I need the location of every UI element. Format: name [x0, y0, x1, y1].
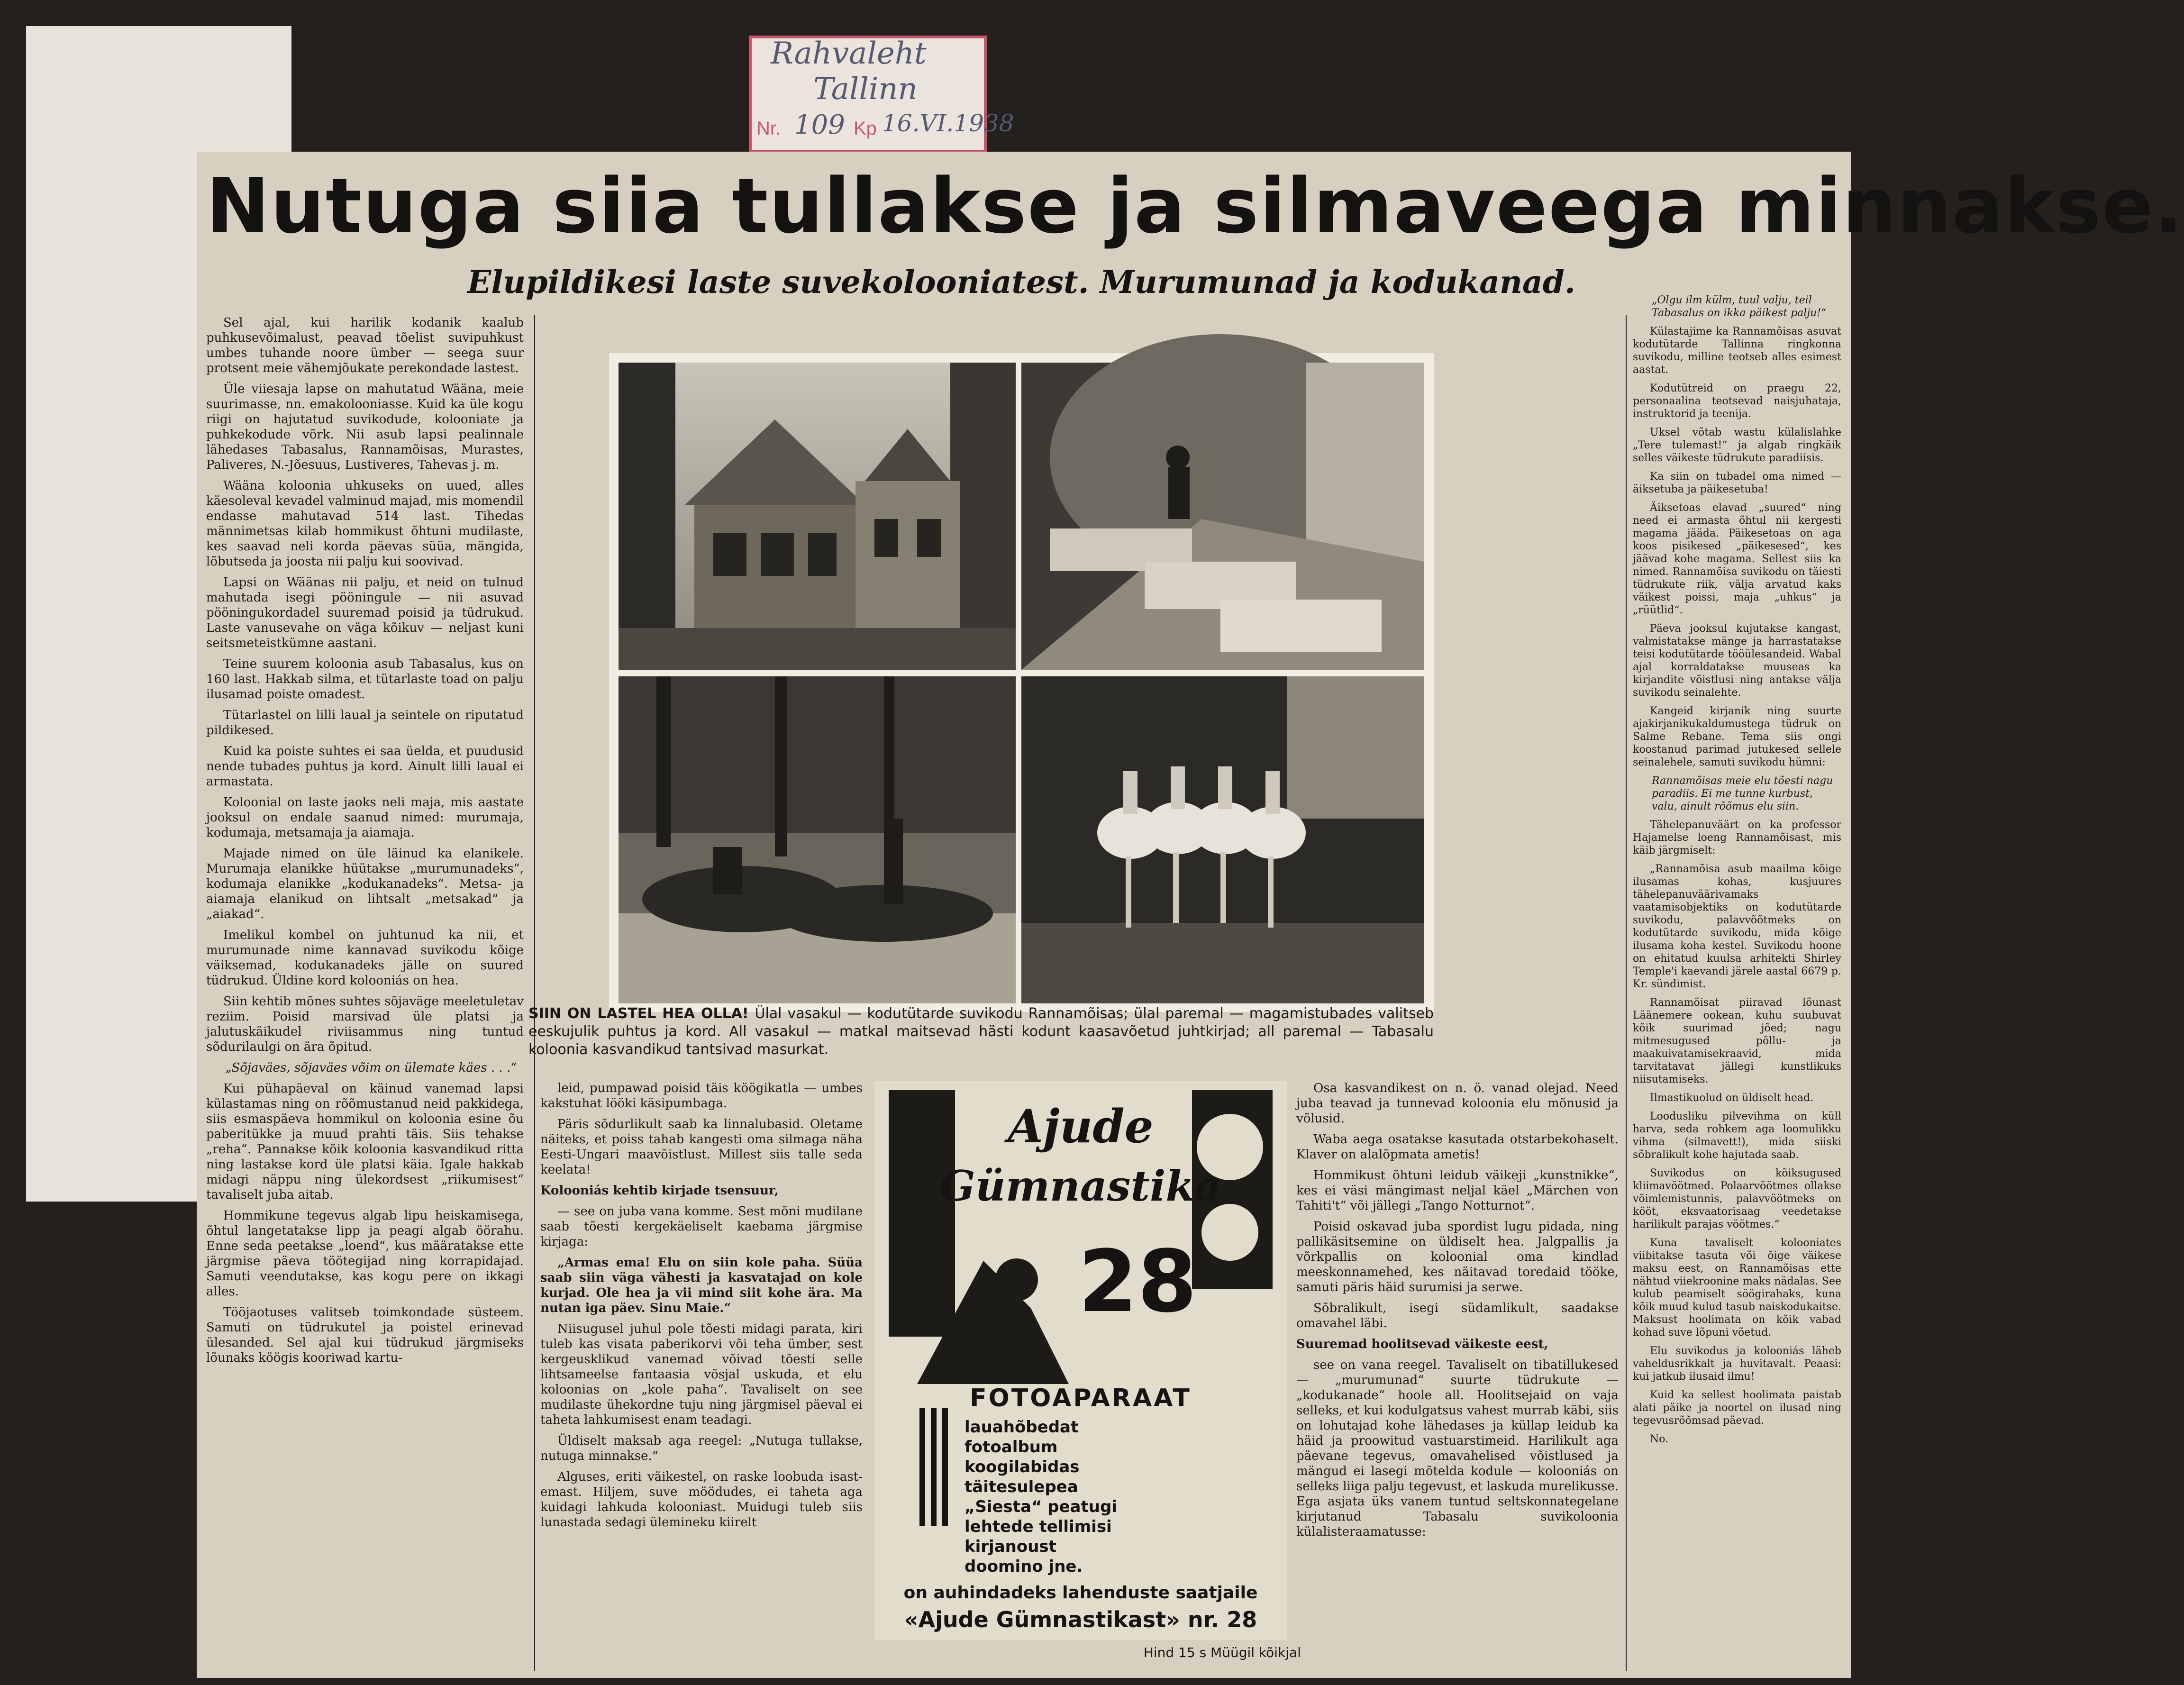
article-paragraph: — see on juba vana komme. Sest mõni mudilane saab tõesti kergekäeliselt kaebama järgmise kirjaga: [540, 1204, 863, 1249]
column-rule [534, 315, 535, 1671]
caption-text: Ülal vasakul — kodutütarde suvikodu Rannamõisas; ülal paremal — magamistubades valitseb eeskujulik puhtus ja kord. All vasakul — matkal maitsevad hästi kodunt kaasavõetud juhtkirjad; all paremal — Tabasalu koloonia kasvandikud tantsivad masurkat. [528, 1005, 1434, 1058]
ad-price: Hind 15 s Müügil kõikjal [1143, 1645, 1301, 1660]
article-paragraph: Päris sõdurlikult saab ka linnalubasid. Oletame näiteks, et poiss tahab kangesti oma silmaga näha Eesti-Ungari maavõistlust. Millest siis talle seda keelata! [540, 1117, 863, 1177]
article-paragraph: „Rannamõisa asub maailma kõige ilusamas kohas, kusjuures tähelepanuväärivamaks vaatamisobjektiks on kodutütarde suvikodu, palavvõõtmeks on kodutütarde suvikodu, mida kõige ilusama koha kestel. Suvikodu hoone on ehitatud kuulsa arhitekti Shirley Temple'i kaevandi järele aastal 6679 p. Kr. sündimist. [1633, 863, 1841, 990]
article-paragraph: Kangeid kirjanik ning suurte ajakirjanikukaldumustega tüdruk on Salme Rebane. Tema siis ongi koostanud parimad jutukesed sellele seinalehele, samuti suvikodu hümni: [1633, 705, 1841, 768]
ad-prize-title: FOTOAPARAAT [970, 1384, 1192, 1412]
article-paragraph: Tööjaotuses valitseb toimkondade süsteem. Samuti on tüdrukutel ja poistel erinevad ülesanded. Sel ajal kui tüdrukud järgmiseks lõunaks köögis kooriwad kartu- [206, 1305, 524, 1365]
ad-issue-number: 28 [1078, 1232, 1197, 1331]
article-paragraph: Poisid oskavad juba spordist lugu pidada, ning pallikäsitsemine on üldiselt hea. Jalgpallis ja võrkpallis on koloonial oma kindlad meeskonnamehed, kes näitavad toredaid tööke, samuti päris häid surumisi ja serwe. [1296, 1220, 1619, 1294]
ad-footer-line2: «Ajude Gümnastikast» nr. 28 [904, 1607, 1257, 1632]
article-paragraph: No. [1650, 1433, 1669, 1445]
ad-prize-item: fotoalbum [965, 1438, 1058, 1457]
article-paragraph: Üldiselt maksab aga reegel: „Nutuga tullakse, nutuga minnakse.“ [540, 1434, 863, 1463]
photo-dancing-girls [1021, 676, 1424, 1003]
ad-prize-item: kirjanoust [965, 1537, 1056, 1556]
ad-footer-line1: on auhindadeks lahenduste saatjaile [903, 1583, 1258, 1603]
article-column-2 [540, 1081, 863, 1668]
article-paragraph: Rannamõisat piiravad lõunast Läänemere ookean, kuhu suubuvat kõik suurimad jõed; nagu mitmesugused põllu- ja maakuivatamisekraavid, mida tarvitatavat jällegi kunstlikuks niisutamiseks. [1633, 997, 1841, 1085]
article-paragraph: Äiksetoas elavad „suured“ ning need ei armasta õhtul nii kergesti magama jääda. Päikesetoas on aga koos pisikesed „päikesesed“, kes jäävad kohe magama. Sellest siis ka nimed. Rannamõisa suvikodu on täiesti tüdrukute riik, välja arvatud kaks väikest poissi, maja „uhkus“ ja „rüütlid“. [1633, 502, 1841, 616]
ad-title-line2: Gümnastika [939, 1161, 1222, 1211]
stamp-line1: Rahvaleht [771, 36, 927, 71]
article-paragraph: Imelikul kombel on juhtunud ka nii, et murumunade nime kannavad suvikodu kõige väiksemad, kodukanadeks jälle on suured tüdrukud. Üldine kord kolooniás on hea. [206, 928, 524, 988]
subheadline: Elupildikesi laste suvekolooniatest. Murumunad ja kodukanad. [467, 264, 1575, 301]
ad-prize-item: koogilabidas [965, 1457, 1080, 1476]
stamp-kp-label: Kp [854, 118, 877, 139]
stamp-nr-label: Nr. [756, 118, 781, 139]
article-paragraph: see on vana reegel. Tavaliselt on tibatillukesed — „murumunad“ suurte tüdrukute — „kodukanade“ hoole all. Hoolitsejaid on vaja selleks, et kui kodulgatsus vahest murrab käbi, siis on lohutajad kohe lähedases ja küllap leidub ka häid ja proowitud vastuarstimeid. Harilikult aga päevane tegevus, omavahelised võistlused ja mängud ei lasegi mõtelda kodule — kolooniás on selleks liiga palju tegevust, et laskuda murelikusse. Ega asjata üks vanem tuntud seltskonnategelane kirjutanud Tabasalu suvikoloonia külalisteraamatusse: [1296, 1358, 1619, 1539]
article-paragraph: Ka siin on tubadel oma nimed — äiksetuba ja päikesetuba! [1633, 471, 1841, 495]
article-paragraph: Loodusliku pilvevihma on küll harva, seda rohkem aga loomulikku vihma (silmavett!), mida siiski sõbralikult kohe hajutada saab. [1633, 1111, 1841, 1161]
article-paragraph: Hommikust õhtuni leidub väikeji „kunstnikke“, kes ei väsi mängimast neljal käel „Märchen von Tahiti't“ või jällegi „Tango Notturnot“. [1296, 1168, 1619, 1213]
article-column-1 [206, 315, 524, 1671]
article-paragraph: Suvikodus on kõiksugused kliimavöötmed. Polaarvöötmes ollakse võimlemistunnis, palavvöötmeks on kööt, eksvaatorisaag veedetakse harilikult parajas vöötmes.“ [1633, 1167, 1841, 1230]
article-paragraph: Hommikune tegevus algab lipu heiskamisega, õhtul langetatakse lipp ja peagi algab öörahu. Enne seda peetakse „loend“, kus määratakse ette järgmise päeva töötegijad ning korrapidajad. Samuti veendutakse, kas kogu pere on ikkagi alles. [206, 1209, 524, 1299]
archive-stamp [749, 36, 1014, 153]
ad-title-line1: Ajude [1008, 1100, 1154, 1153]
article-paragraph: „Olgu ilm külm, tuul valju, teil Tabasalus on ikka päikest palju!“ [1652, 294, 1827, 319]
article-paragraph: Tähelepanuväärt on ka professor Hajamelse loeng Rannamõisast, mis käib järgmiselt: [1633, 819, 1841, 856]
article-paragraph: Koloonial on laste jaoks neli maja, mis aastate jooksul on endale saanud nimed: murumaja, kodumaja, metsamaja ja aiamaja. [206, 795, 524, 840]
advertisement-ajude-gumnastika [874, 1081, 1287, 1640]
article-paragraph: Tütarlastel on lilli laual ja seintele on riputatud pildikesed. [206, 708, 524, 738]
stamp-line2: Tallinn [813, 72, 918, 107]
article-paragraph: Üle viiesaja lapse on mahutatud Wääna, meie suurimasse, nn. emakolooniasse. Kuid ka üle kogu riigi on hajutatud suvikodude, kolooniate ja puhkekodude võrk. Nii asub lapsi pealinnale lähedases Tabasalus, Rannamõisas, Murastes, Paliveres, N.-Jõesuus, Lustiveres, Tahevas j. m. [206, 382, 524, 472]
ad-prize-item: doomino jne. [965, 1557, 1083, 1576]
article-paragraph: Teine suurem koloonia asub Tabasalus, kus on 160 last. Hakkab silma, et tütarlaste toad on palju ilusamad poiste omadest. [206, 657, 524, 701]
caption-lead: SIIN ON LASTEL HEA OLLA! [528, 1005, 749, 1022]
photo-outdoor-picnic [619, 676, 1016, 1003]
column-rule [1626, 315, 1627, 1671]
stamp-kp-value: 16.VI.1938 [882, 109, 1014, 137]
article-paragraph: Niisugusel juhul pole tõesti midagi parata, kiri tuleb kas visata paberikorvi või teha ümber, sest kergeusklikud vanemad võivad tõesti selle lihtsameelse fantaasia võsjal uskuda, et elu koloonias on „kole paha“. Tavaliselt on see mudilaste ühekordne tuju ning järgmisel päeval ei taheta lahkumisest enam teadagi. [540, 1322, 863, 1427]
article-paragraph: Wääna koloonia uhkuseks on uued, alles käesoleval kevadel valminud majad, mis momendil endasse mahutavad 514 last. Tihedas männimetsas kilab hommikust õhtuni mudilaste, kes saavad neli korda päevas süüa, mängida, lõbutseda ja joosta nii palju kui soovivad. [206, 479, 524, 569]
photo-collage [609, 353, 1434, 1012]
article-paragraph: Sõbralikult, isegi südamlikult, saadakse omavahel läbi. [1296, 1301, 1619, 1330]
article-paragraph: Kodutütreid on praegu 22, personaalina teotsevad naisjuhataja, instruktorid ja teenija. [1633, 383, 1841, 420]
ad-prize-list [965, 1417, 1117, 1576]
article-paragraph: Külastajime ka Rannamõisas asuvat kodutütarde Tallinna ringkonna suvikodu, milline teotseb alles esimest aastat. [1633, 326, 1841, 376]
headline: Nutuga siia tullakse ja silmaveega minnakse. [206, 162, 2184, 250]
article-column-3 [1296, 1081, 1619, 1668]
article-paragraph: Sel ajal, kui harilik kodanik kaalub puhkusevõimalust, peavad tõelist suvipuhkust umbes tuhande noore ümber — seega suur protsent meie vähemjõukate perekondade lastest. [206, 316, 524, 375]
ad-prize-item: lehtede tellimisi [965, 1517, 1112, 1536]
article-column-4 [1633, 294, 1841, 1668]
article-paragraph: Päeva jooksul kujutakse kangast, valmistatakse mänge ja harrastatakse teisi kodutütarde tööülesandeid. Wabal ajal korraldatakse muuseas ka kirjandite võistlusi ning antakse välja suvikodu seinalehte. [1633, 623, 1841, 699]
article-paragraph: Kolooniás kehtib kirjade tsensuur, [540, 1184, 779, 1198]
article-paragraph: Majade nimed on üle läinud ka elanikele. Murumaja elanikke hüütakse „murumunadeks“, kodumaja elanikke „kodukanadeks“. Metsa- ja aiamaja elanikud on lihtsalt „metsakad“ ja „aiakad“. [206, 847, 524, 921]
newspaper-clipping [197, 152, 2184, 1678]
ad-prize-item: täitesulepea [965, 1477, 1078, 1496]
article-paragraph: Kui pühapäeval on käinud vanemad lapsi külastamas ning on rõõmustanud neid pakkidega, siis esmaspäeva hommikul on koloonia esine õu paberitükke ja muud prahti täis. Siis tehakse „reha“. Pannakse kõik koloonia kasvandikud ritta ning lastakse kord üle platsi käia. Igale hakkab midagi näppu ning ülekordsest „riikumisest“ tavaliselt juba aitab. [206, 1082, 524, 1202]
ad-prize-item: lauahõbedat [965, 1418, 1079, 1437]
article-paragraph: Alguses, eriti väikestel, on raske loobuda isast-emast. Hiljem, suve möödudes, ei taheta aga kuidagi lahkuda kolooniast. Muidugi tuleb siis lunastada sedagi ülemineku kiirelt [540, 1470, 863, 1530]
article-paragraph: Elu suvikodus ja kolooniás läheb vaheldusrikkalt ja huvitavalt. Peaasi: kui jatkub ilusaid ilmu! [1633, 1345, 1841, 1383]
photo-caption [528, 1005, 1434, 1059]
article-paragraph: Siin kehtib mõnes suhtes sõjaväge meeletuletav reziim. Poisid marsivad üle platsi ja jalutuskäikudel riviisammus ning tuntud sõdurilaulgi on ära õpitud. [206, 994, 524, 1054]
article-paragraph: Uksel võtab wastu külalislahke „Tere tulemast!“ ja algab ringkäik selles väikeste tüdrukute paradiisis. [1633, 427, 1841, 464]
article-paragraph: Kuid ka sellest hoolimata paistab alati päike ja noortel on ilusad ning tegevusrõõmsad päevad. [1633, 1389, 1841, 1427]
article-paragraph: Waba aega osatakse kasutada otstarbekohaselt. Klaver on alalõpmata ametis! [1296, 1132, 1619, 1162]
stamp-nr-value: 109 [794, 109, 845, 140]
article-paragraph: Lapsi on Wäänas nii palju, et neid on tulnud mahutada isegi pööningule — nii asuvad pööningukordadel suuremad poisid ja tüdrukud. Laste vanusevahe on väga kõikuv — neljast kuni seitsmeteistkümne aastani. [206, 575, 524, 650]
article-paragraph: Kuna tavaliselt kolooniates viibitakse tasuta või õige väikese maksu eest, on Rannamõisas ette nähtud viiekroonine maks nädalas. See kulub peamiselt söögirahaks, kuna kõik muud kulud tasub naiskodukaitse. Maksust hoolimata on kõik vabad kohad suve lõpuni võetud. [1633, 1237, 1841, 1339]
article-paragraph: Ilmastikuolud on üldiselt head. [1650, 1092, 1814, 1104]
article-paragraph: leid, pumpawad poisid täis köögikatla — umbes kakstuhat lööki käsipumbaga. [540, 1081, 863, 1111]
photo-dormitory [1021, 363, 1424, 670]
photo-house [619, 363, 1016, 670]
article-paragraph: Rannamõisas meie elu tõesti nagu paradiis. Ei me tunne kurbust, valu, ainult rõõmus elu siin. [1652, 775, 1833, 812]
article-paragraph: Osa kasvandikest on n. ö. vanad olejad. Need juba teavad ja tunnevad koloonia elu mõnusid ja võlusid. [1296, 1081, 1619, 1126]
article-paragraph: Suuremad hoolitsevad väikeste eest, [1296, 1337, 1548, 1351]
ad-prize-item: „Siesta“ peatugi [965, 1497, 1117, 1516]
article-paragraph: Kuid ka poiste suhtes ei saa üelda, et puudusid nende tubades puhtus ja kord. Ainult lilli laual ei armastata. [206, 744, 524, 789]
ad-bars-ornament [919, 1408, 953, 1526]
article-paragraph: „Sõjaväes, sõjaväes võim on ülemate käes . . .“ [225, 1061, 517, 1075]
article-paragraph: „Armas ema! Elu on siin kole paha. Süüa saab siin väga vähesti ja kasvatajad on kole kurjad. Ole hea ja vii mind siit kohe ära. Ma nutan iga päev. Sinu Maie.“ [540, 1256, 863, 1315]
